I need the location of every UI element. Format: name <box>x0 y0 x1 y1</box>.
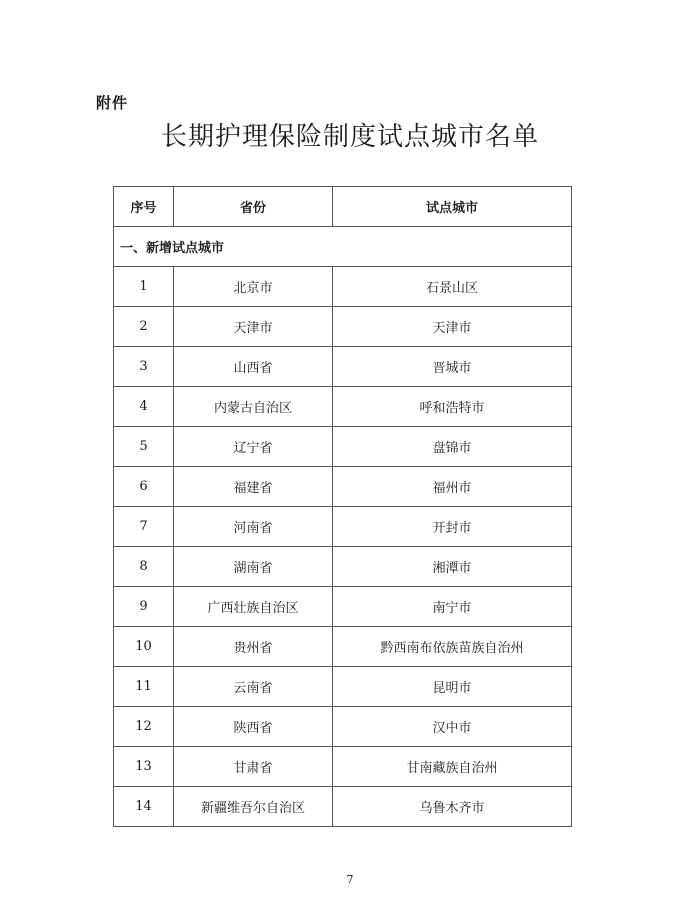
table-row <box>114 467 572 507</box>
row-city: 开封市 <box>333 507 572 547</box>
table-row <box>114 387 572 427</box>
row-province: 贵州省 <box>174 627 333 667</box>
table-row <box>114 627 572 667</box>
row-no: 2 <box>114 307 174 347</box>
header-city: 试点城市 <box>333 187 572 227</box>
table-row <box>114 747 572 787</box>
table-row <box>114 507 572 547</box>
row-province: 广西壮族自治区 <box>174 587 333 627</box>
row-province: 福建省 <box>174 467 333 507</box>
table-row <box>114 667 572 707</box>
row-province: 山西省 <box>174 347 333 387</box>
row-city: 黔西南布依族苗族自治州 <box>333 627 572 667</box>
row-no: 3 <box>114 347 174 387</box>
section-label: 一、新增试点城市 <box>114 227 572 267</box>
table-row <box>114 307 572 347</box>
row-no: 6 <box>114 467 174 507</box>
table-row <box>114 707 572 747</box>
row-no: 10 <box>114 627 174 667</box>
row-no: 7 <box>114 507 174 547</box>
row-no: 9 <box>114 587 174 627</box>
pilot-city-table <box>113 186 572 827</box>
row-province: 新疆维吾尔自治区 <box>174 787 333 827</box>
row-city: 福州市 <box>333 467 572 507</box>
row-no: 5 <box>114 427 174 467</box>
page-number: 7 <box>346 873 354 886</box>
row-province: 天津市 <box>174 307 333 347</box>
row-no: 13 <box>114 747 174 787</box>
table-row <box>114 347 572 387</box>
row-city: 甘南藏族自治州 <box>333 747 572 787</box>
row-city: 石景山区 <box>333 267 572 307</box>
row-province: 云南省 <box>174 667 333 707</box>
section-row <box>114 227 572 267</box>
row-city: 天津市 <box>333 307 572 347</box>
row-city: 乌鲁木齐市 <box>333 787 572 827</box>
row-no: 4 <box>114 387 174 427</box>
table-row <box>114 547 572 587</box>
row-province: 内蒙古自治区 <box>174 387 333 427</box>
row-no: 12 <box>114 707 174 747</box>
row-province: 河南省 <box>174 507 333 547</box>
row-province: 辽宁省 <box>174 427 333 467</box>
row-no: 1 <box>114 267 174 307</box>
row-city: 昆明市 <box>333 667 572 707</box>
row-city: 湘潭市 <box>333 547 572 587</box>
row-city: 盘锦市 <box>333 427 572 467</box>
header-province: 省份 <box>174 187 333 227</box>
row-province: 北京市 <box>174 267 333 307</box>
page-title: 长期护理保险制度试点城市名单 <box>160 122 539 152</box>
table-row <box>114 787 572 827</box>
row-city: 汉中市 <box>333 707 572 747</box>
table-row <box>114 267 572 307</box>
row-city: 南宁市 <box>333 587 572 627</box>
row-province: 陕西省 <box>174 707 333 747</box>
row-city: 晋城市 <box>333 347 572 387</box>
attachment-label: 附件 <box>96 94 129 112</box>
table-row <box>114 427 572 467</box>
header-no: 序号 <box>114 187 174 227</box>
row-province: 湖南省 <box>174 547 333 587</box>
row-province: 甘肃省 <box>174 747 333 787</box>
row-no: 8 <box>114 547 174 587</box>
table-header-row <box>114 187 572 227</box>
row-no: 11 <box>114 667 174 707</box>
row-no: 14 <box>114 787 174 827</box>
table-row <box>114 587 572 627</box>
row-city: 呼和浩特市 <box>333 387 572 427</box>
